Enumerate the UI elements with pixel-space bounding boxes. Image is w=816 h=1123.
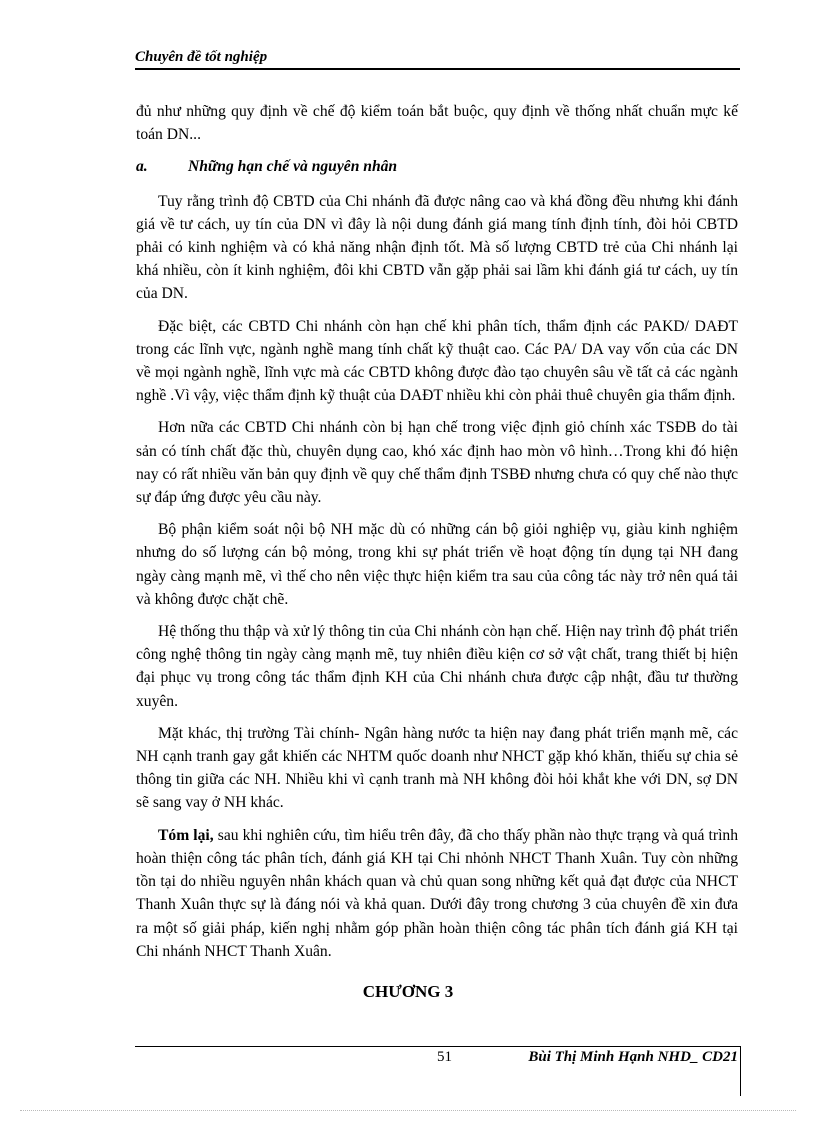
header-divider <box>135 68 740 70</box>
paragraph-2: Đặc biệt, các CBTD Chi nhánh còn hạn chế khi phân tích, thẩm định các PAKD/ DAĐT trong các lĩnh vực, ngành nghề mang tính chất kỹ thuật cao. Các PA/ DA vay vốn của các DN về mọi ngành nghề, lĩnh vực mà các CBTD không được đào tạo chuyên sâu về tất cả các ngành nghề .Vì vậy, việc thẩm định kỹ thuật của DAĐT nhiều khi còn phải thuê chuyên gia thẩm định. <box>136 317 738 405</box>
footer-vertical-rule <box>740 1046 741 1096</box>
paragraph-summary <box>136 824 738 963</box>
footer-author: Bùi Thị Minh Hạnh NHD_ CD21 <box>528 1049 738 1065</box>
summary-lead: Tóm lại, <box>158 826 214 844</box>
subheading-text: Những hạn chế và nguyên nhân <box>188 158 398 176</box>
page-bottom-edge <box>20 1110 796 1111</box>
subheading-number: a. <box>136 158 148 176</box>
paragraph-1: Tuy rằng trình độ CBTD của Chi nhánh đã được nâng cao và khá đồng đều nhưng khi đánh giá về tư cách, uy tín của DN vì đây là nội dung đánh giá mang tính định tính, đòi hỏi CBTD phải có kinh nghiệm và có khả năng nhận định tốt. Mà số lượng CBTD trẻ của Chi nhánh lại khá nhiều, còn ít kinh nghiệm, đôi khi CBTD vẫn gặp phải sai lầm khi đánh giá tư cách, uy tín của DN. <box>136 192 738 303</box>
paragraph-6: Mặt khác, thị trường Tài chính- Ngân hàng nước ta hiện nay đang phát triển mạnh mẽ, các NH cạnh tranh gay gắt khiến các NHTM quốc doanh như NHCT gặp khó khăn, thiếu sự chia sẻ thông tin giữa các NH. Nhiều khi vì cạnh tranh mà NH không đòi hỏi khắt khe với DN, sợ DN sẽ sang vay ở NH khác. <box>136 724 738 812</box>
running-header: Chuyên đề tốt nghiệp <box>135 49 268 65</box>
chapter-heading: CHƯƠNG 3 <box>362 982 454 1001</box>
paragraph-continuation: đủ như những quy định về chế độ kiểm toán bắt buộc, quy định về thống nhất chuẩn mực kế toán DN... <box>136 103 738 144</box>
page-number: 51 <box>437 1049 452 1065</box>
paragraph-3: Hơn nữa các CBTD Chi nhánh còn bị hạn chế trong việc định giỏ chính xác TSĐB do tài sản có tính chất đặc thù, chuyên dụng cao, khó xác định hao mòn vô hình…Trong khi đó hiện nay có rất nhiều văn bản quy định về quy chế thẩm định TSBĐ nhưng chưa có quy chế nào thực sự đáp ứng được yêu cầu này. <box>136 419 738 507</box>
body-text <box>136 100 738 972</box>
section-subheading <box>136 155 738 178</box>
summary-text: sau khi nghiên cứu, tìm hiểu trên đây, đã cho thấy phần nào thực trạng và quá trình hoàn thiện công tác phân tích, đánh giá KH tại Chi nhỏnh NHCT Thanh Xuân. Tuy còn những tồn tại do nhiều nguyên nhân khách quan và chủ quan song những kết quả đạt được của NHCT Thanh Xuân thực sự là đáng nói và khả quan. Dưới đây trong chương 3 của chuyên đề xin đưa ra một số giải pháp, kiến nghị nhằm góp phần hoàn thiện công tác phân tích đánh giá KH tại Chi nhánh NHCT Thanh Xuân. <box>136 826 738 960</box>
paragraph-4: Bộ phận kiểm soát nội bộ NH mặc dù có những cán bộ giỏi nghiệp vụ, giàu kinh nghiệm nhưng do số lượng cán bộ mỏng, trong khi sự phát triển về hoạt động tín dụng tại NH đang ngày càng mạnh mẽ, vì thế cho nên việc thực hiện kiểm tra sau của công tác này trở nên quá tải và không được chặt chẽ. <box>136 521 738 608</box>
paragraph-5: Hệ thống thu thập và xử lý thông tin của Chi nhánh còn hạn chế. Hiện nay trình độ phát triển công nghệ thông tin ngày càng mạnh mẽ, tuy nhiên điều kiện cơ sở vật chất, trang thiết bị hiện đại phục vụ trong công tác thẩm định KH của Chi nhánh chưa được cập nhật, đầu tư thường xuyên. <box>136 623 738 710</box>
footer-divider <box>135 1046 740 1047</box>
